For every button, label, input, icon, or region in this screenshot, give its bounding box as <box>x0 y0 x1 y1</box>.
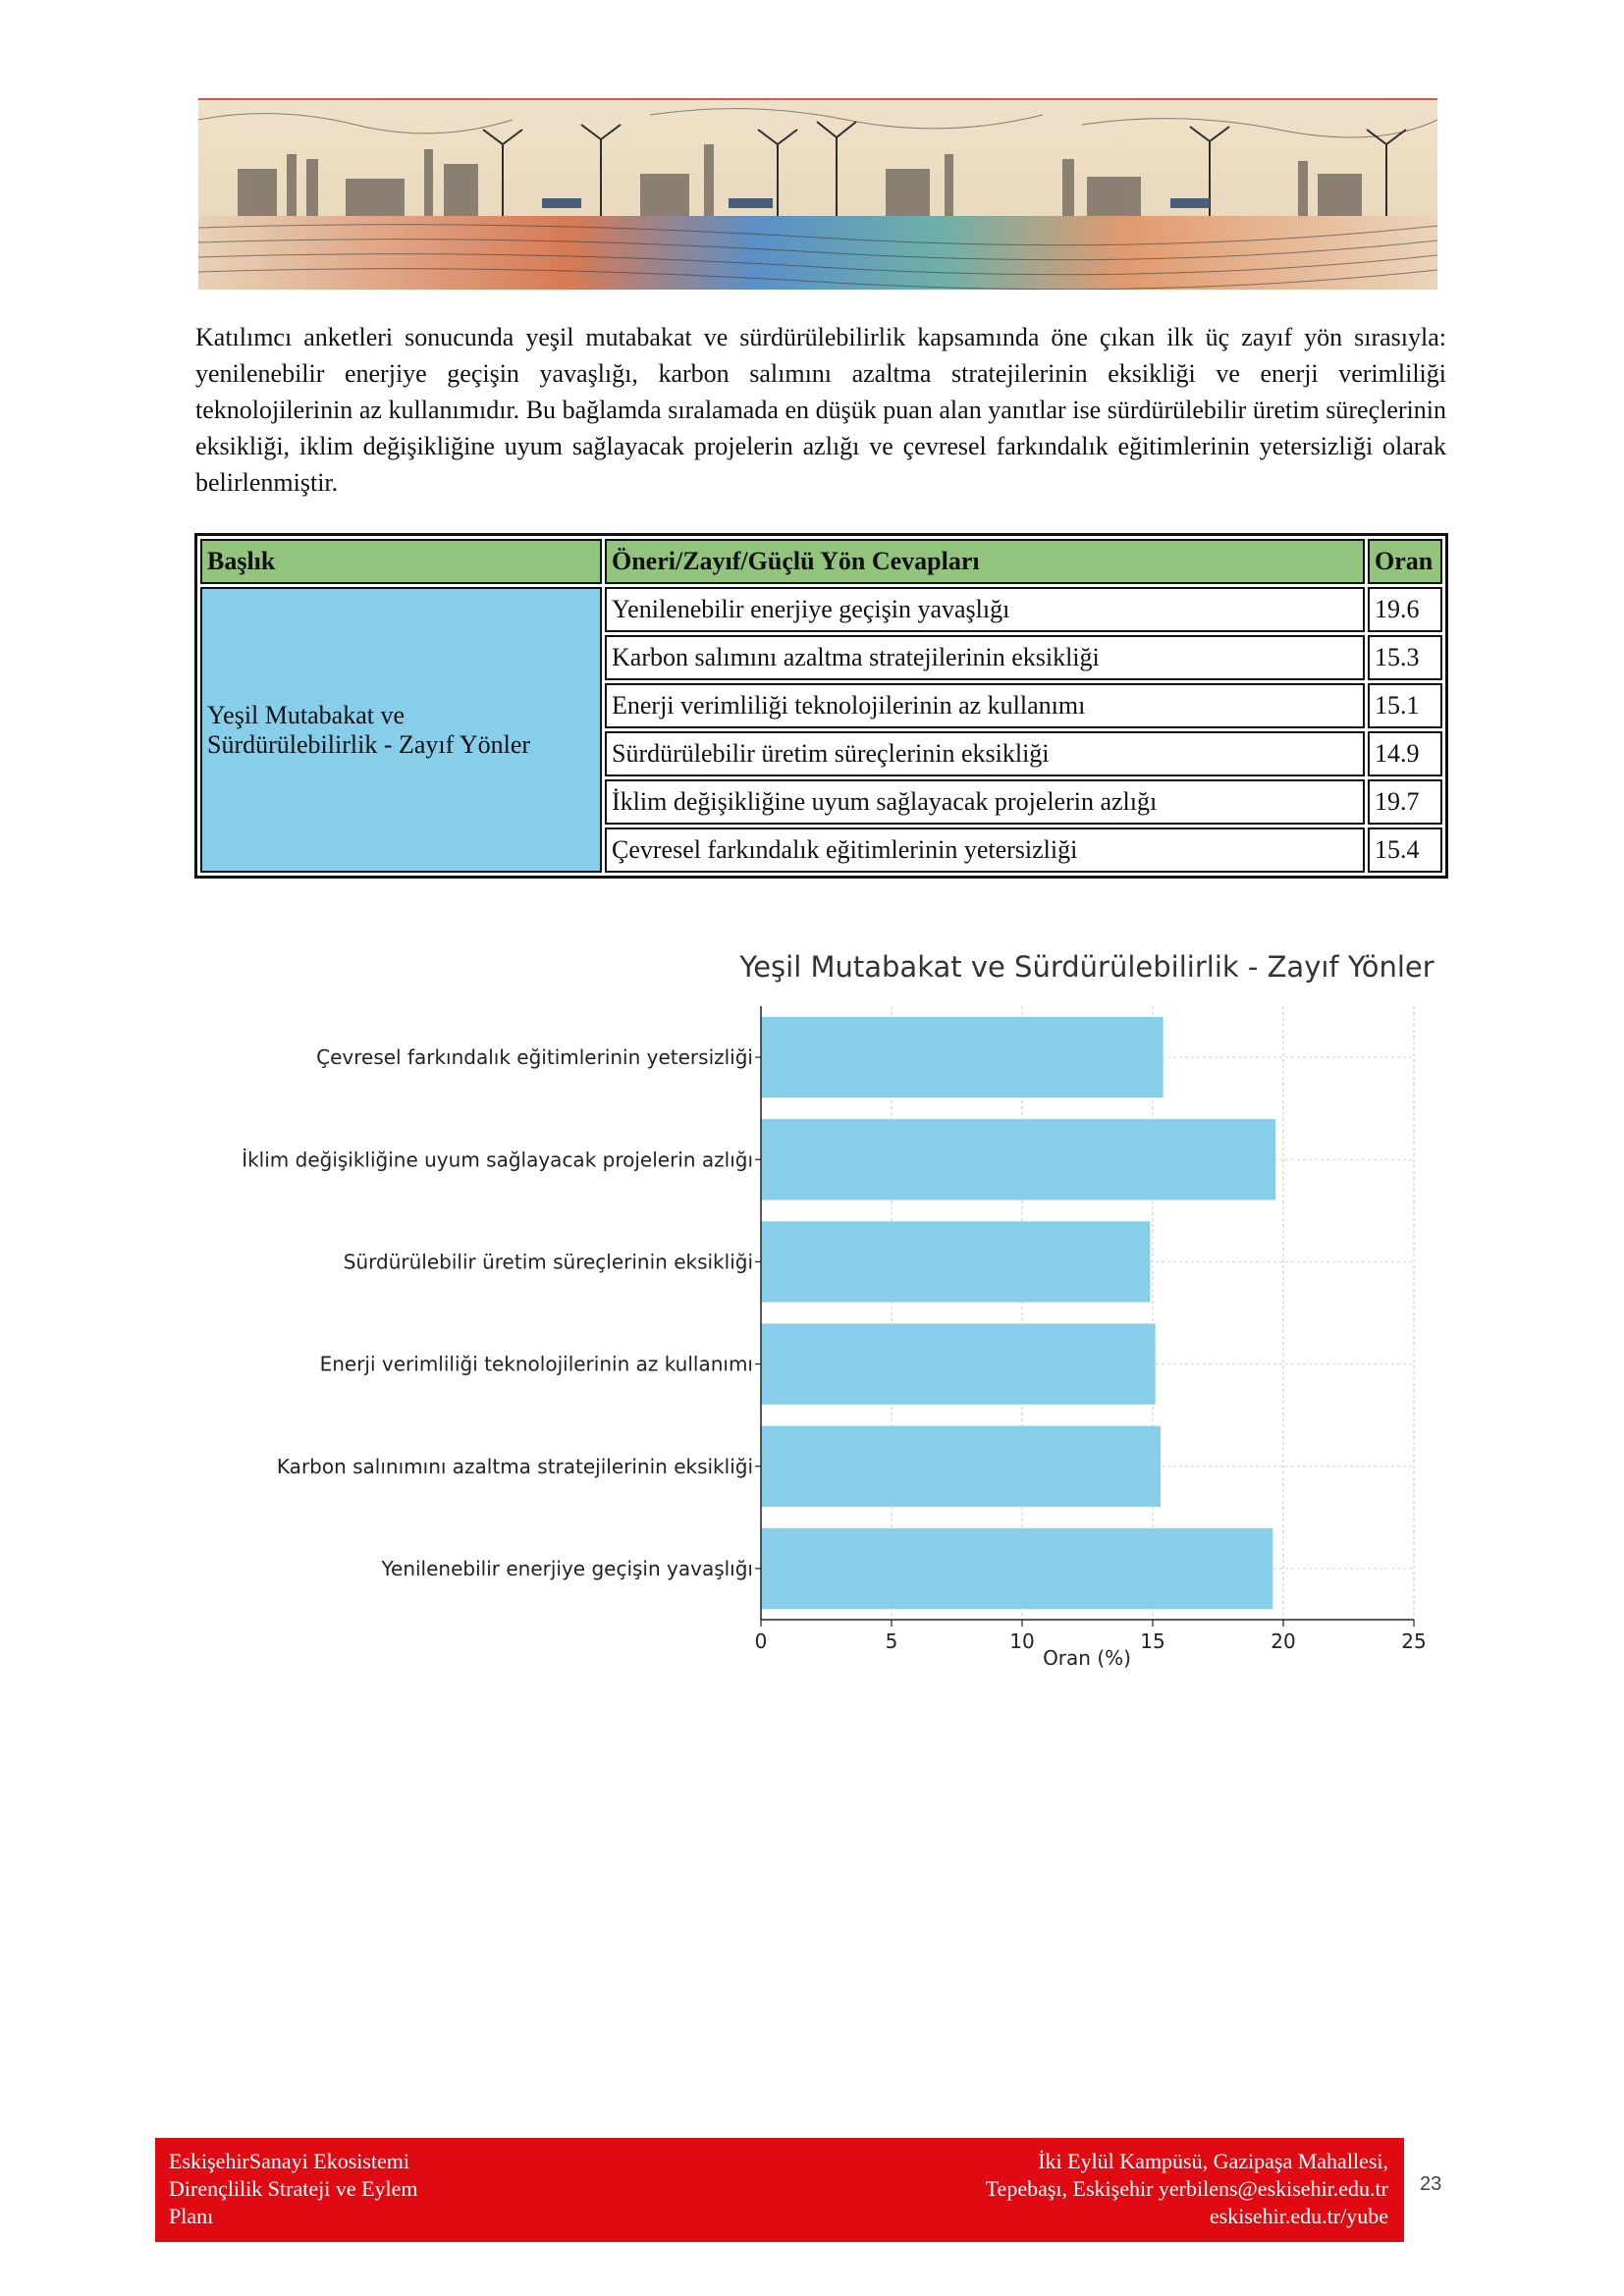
bar <box>761 1119 1275 1200</box>
rate-cell: 15.3 <box>1368 635 1442 680</box>
footer-address-line1: İki Eylül Kampüsü, Gazipaşa Mahallesi, <box>1038 2149 1388 2173</box>
y-tick-label: Sürdürülebilir üretim süreçlerinin eksikliği <box>343 1250 753 1274</box>
footer-title-line3: Planı <box>169 2204 214 2228</box>
y-tick-label: Enerji verimliliği teknolojilerinin az kullanımı <box>319 1352 753 1376</box>
rate-cell: 15.4 <box>1368 828 1442 873</box>
chart-title: Yeşil Mutabakat ve Sürdürülebilirlik - Zayıf Yönler <box>739 950 1435 984</box>
page-number: 23 <box>1420 2173 1442 2195</box>
x-axis-label: Oran (%) <box>1043 1646 1131 1670</box>
footer-title-line2: Dirençlilik Strateji ve Eylem <box>169 2176 418 2201</box>
footer-title-line1: EskişehirSanayi Ekosistemi <box>169 2149 410 2173</box>
answer-cell: Çevresel farkındalık eğitimlerinin yetersizliği <box>605 828 1365 873</box>
answer-cell: Sürdürülebilir üretim süreçlerinin eksikliği <box>605 731 1365 776</box>
bar <box>761 1221 1150 1302</box>
x-tick-label: 25 <box>1401 1629 1427 1653</box>
x-tick-label: 20 <box>1271 1629 1296 1653</box>
y-tick-label: Karbon salınımını azaltma stratejilerinin eksikliği <box>276 1454 753 1478</box>
footer-left <box>169 2148 522 2230</box>
rate-cell: 19.6 <box>1368 587 1442 632</box>
bar <box>761 1323 1156 1404</box>
weaknesses-table <box>194 533 1448 879</box>
bar <box>761 1528 1272 1609</box>
answer-cell: İklim değişikliğine uyum sağlayacak projelerin azlığı <box>605 779 1365 825</box>
bar <box>761 1017 1164 1097</box>
header-answers: Öneri/Zayıf/Güçlü Yön Cevapları <box>605 539 1365 584</box>
table-row <box>200 587 1442 632</box>
footer-right <box>799 2148 1388 2230</box>
header-illustration <box>198 98 1437 290</box>
footer-address-line2: Tepebaşı, Eskişehir yerbilens@eskisehir.edu.tr <box>985 2176 1388 2201</box>
rate-cell: 15.1 <box>1368 683 1442 728</box>
y-tick-label: Yenilenebilir enerjiye geçişin yavaşlığı <box>381 1556 753 1580</box>
group-label-line1: Yeşil Mutabakat ve <box>207 700 406 729</box>
group-label-cell <box>200 587 602 873</box>
group-label-line2: Sürdürülebilirlik - Zayıf Yönler <box>207 729 531 759</box>
answer-cell: Karbon salımını azaltma stratejilerinin eksikliği <box>605 635 1365 680</box>
header-rate: Oran <box>1368 539 1442 584</box>
footer-website: eskisehir.edu.tr/yube <box>1209 2204 1388 2228</box>
x-tick-label: 5 <box>885 1629 898 1653</box>
rate-cell: 19.7 <box>1368 779 1442 825</box>
answer-cell: Yenilenebilir enerjiye geçişin yavaşlığı <box>605 587 1365 632</box>
bar-chart <box>187 933 1463 1693</box>
intro-paragraph: Katılımcı anketleri sonucunda yeşil mutabakat ve sürdürülebilirlik kapsamında öne çıkan ilk üç zayıf yön sırasıyla: yenilenebilir enerjiye geçişin yavaşlığı, karbon salımını azaltma stratejilerinin eksikliği ve enerji verimliliği teknolojilerinin az kullanımıdır. Bu bağlamda sıralamada en düşük puan alan yanıtlar ise sürdürülebilir üretim süreçlerinin eksikliği, iklim değişikliğine uyum sağlayacak projelerin azlığı ve çevresel farkındalık eğitimlerinin yetersizliği olarak belirlenmiştir. <box>195 323 1446 497</box>
rate-cell: 14.9 <box>1368 731 1442 776</box>
chart-svg <box>187 933 1463 1688</box>
x-tick-label: 15 <box>1140 1629 1165 1653</box>
y-tick-label: Çevresel farkındalık eğitimlerinin yetersizliği <box>316 1045 753 1070</box>
table-header-row <box>200 539 1442 584</box>
header-title: Başlık <box>200 539 602 584</box>
industrial-landscape-illustration <box>198 100 1437 290</box>
bar <box>761 1426 1161 1507</box>
x-tick-label: 10 <box>1009 1629 1035 1653</box>
answer-cell: Enerji verimliliği teknolojilerinin az kullanımı <box>605 683 1365 728</box>
x-tick-label: 0 <box>754 1629 768 1653</box>
y-tick-label: İklim değişikliğine uyum sağlayacak projelerin azlığı <box>242 1148 753 1172</box>
page-footer <box>155 2138 1404 2242</box>
